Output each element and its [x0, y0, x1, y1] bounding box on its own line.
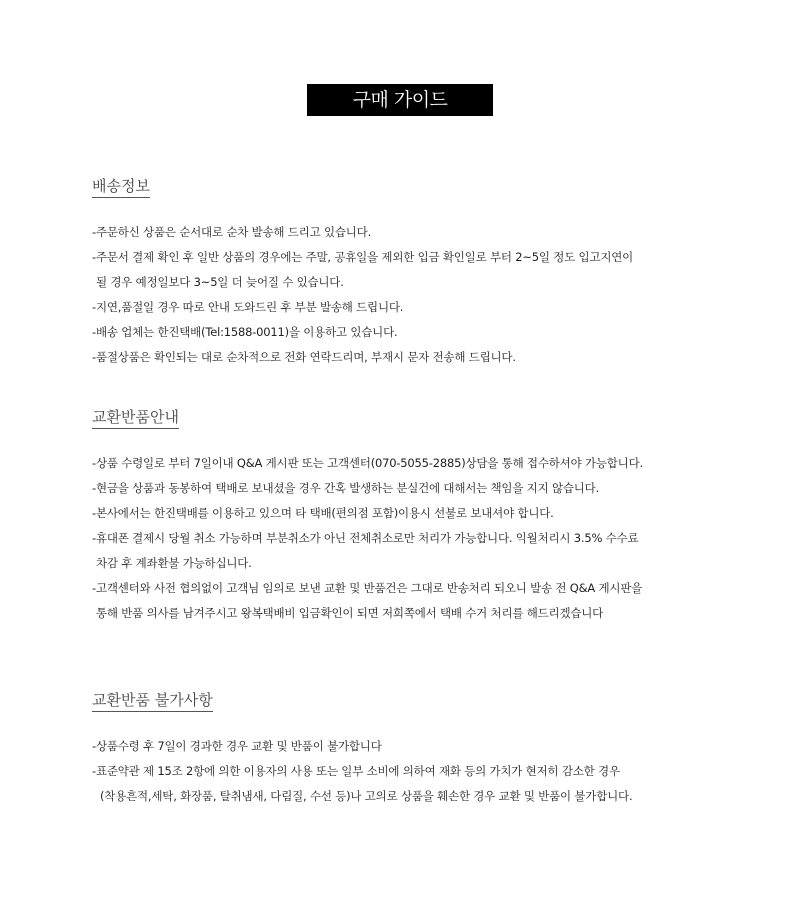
exchange-restriction-line: -표준약관 제 15조 2항에 의한 이용자의 사용 또는 일부 소비에 의하여 재화 등의 가치가 현저히 감소한 경우	[92, 764, 620, 778]
shipping-info-line: -주문하신 상품은 순서대로 순차 발송해 드리고 있습니다.	[92, 225, 372, 239]
exchange-return-line: -상품 수령일로 부터 7일이내 Q&A 게시판 또는 고객센터(070-5055-2885)상담을 통해 접수하셔야 가능합니다.	[92, 456, 643, 470]
shipping-info-line: -품절상품은 확인되는 대로 순차적으로 전화 연락드리며, 부재시 문자 전송해 드립니다.	[92, 350, 516, 364]
shipping-info-line: -지연,품절일 경우 따로 안내 도와드린 후 부분 발송해 드립니다.	[92, 300, 404, 314]
exchange-restriction-line: (착용흔적,세탁, 화장품, 탈취냄새, 다림질, 수선 등)나 고의로 상품을 훼손한 경우 교환 및 반품이 불가합니다.	[100, 789, 633, 803]
shipping-info-section	[92, 176, 732, 370]
exchange-return-line: -본사에서는 한진택배를 이용하고 있으며 타 택배(편의점 포함)이용시 선불로 보내셔야 합니다.	[92, 506, 554, 520]
shipping-info-list	[92, 220, 732, 370]
exchange-restriction-section	[92, 690, 732, 809]
shipping-info-line: -주문서 결제 확인 후 일반 상품의 경우에는 주말, 공휴일을 제외한 입금 확인일로 부터 2~5일 정도 입고지연이	[92, 250, 634, 264]
exchange-return-section	[92, 407, 732, 626]
exchange-return-line: -휴대폰 결제시 당월 취소 가능하며 부분취소가 아닌 전체취소로만 처리가 가능합니다. 익월처리시 3.5% 수수료	[92, 531, 639, 545]
shipping-info-line: -배송 업체는 한진택배(Tel:1588-0011)을 이용하고 있습니다.	[92, 325, 398, 339]
shipping-info-heading: 배송정보	[92, 176, 150, 198]
exchange-return-heading: 교환반품안내	[92, 407, 179, 429]
shipping-info-line: 될 경우 예정일보다 3~5일 더 늦어질 수 있습니다.	[96, 275, 344, 289]
exchange-return-line: -현금을 상품과 동봉하여 택배로 보내셨을 경우 간혹 발생하는 분실건에 대해서는 책임을 지지 않습니다.	[92, 481, 600, 495]
exchange-return-line: 통해 반품 의사를 남겨주시고 왕복택배비 입금확인이 되면 저희쪽에서 택배 수거 처리를 해드리겠습니다	[96, 606, 604, 620]
exchange-return-line: 차감 후 계좌환불 가능하십니다.	[96, 556, 252, 570]
exchange-restriction-list	[92, 734, 732, 809]
exchange-return-list	[92, 451, 732, 626]
exchange-restriction-line: -상품수령 후 7일이 경과한 경우 교환 및 반품이 불가합니다	[92, 739, 382, 753]
page-title: 구매 가이드	[307, 84, 493, 116]
exchange-return-line: -고객센터와 사전 협의없이 고객님 임의로 보낸 교환 및 반품건은 그대로 반송처리 되오니 발송 전 Q&A 게시판을	[92, 581, 643, 595]
exchange-restriction-heading: 교환반품 불가사항	[92, 690, 213, 712]
